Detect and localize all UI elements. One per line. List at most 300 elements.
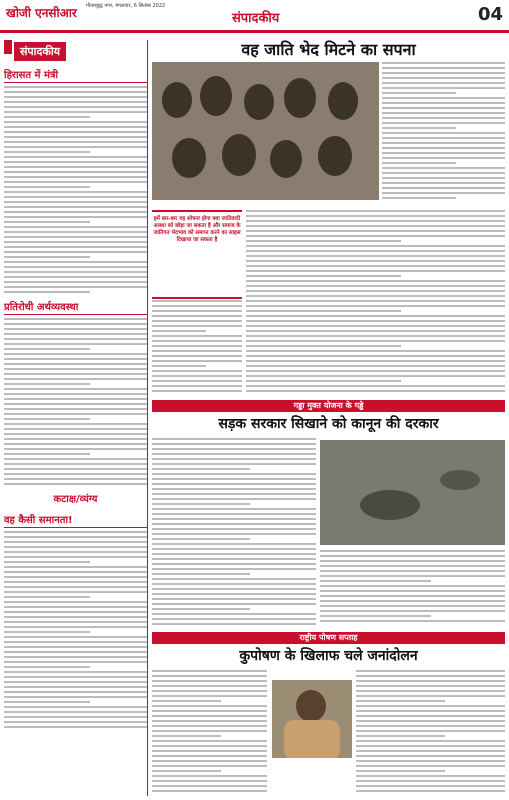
text-line [4,206,147,208]
text-line [4,368,147,370]
page-number: 04 [477,4,503,25]
text-line [4,121,147,123]
text-line [382,67,505,69]
text-line [382,197,456,199]
text-line [152,553,316,555]
text-line [152,315,242,317]
text-line [246,335,505,337]
text-line [4,373,147,375]
text-line [152,785,267,787]
text-line [246,365,505,367]
text-line [246,345,401,347]
section-title: संपादकीय [232,11,280,26]
column-tag: कटाक्ष/व्यंग्य [53,494,98,505]
text-line [152,770,221,772]
text-line [4,186,90,188]
text-line [152,523,316,525]
text-line [382,117,505,119]
text-line [356,755,505,757]
text-line [4,156,147,158]
text-line [152,375,242,377]
text-line [4,626,147,628]
pull-quote-text: हमें बार-बार यह सोचना होगा क्या जातिवादी आस्था को छोड़ा जा सकता है और समाज के जातिगत भेदभाव को समाप्त करने का साहस दिखाया जा सकता है [153,216,241,243]
text-line [320,590,505,592]
text-line [4,691,147,693]
text-line [4,716,147,718]
text-line [4,443,147,445]
text-line [4,383,90,385]
text-line [152,370,242,372]
text-line [4,478,147,480]
text-line [152,340,242,342]
text-line [356,780,505,782]
text-line [382,177,505,179]
text-line [382,77,505,79]
text-line [152,563,316,565]
text-line [4,211,147,213]
text-line [152,775,267,777]
text-line [356,670,505,672]
text-line [4,661,147,663]
text-line [320,620,505,622]
story2-body-right [320,550,505,628]
text-line [4,181,147,183]
newspaper-logo: खोजी एनसीआर [6,6,77,20]
text-line [4,201,147,203]
text-line [152,360,242,362]
text-line [152,623,316,625]
text-line [356,690,505,692]
text-line [152,745,267,747]
text-line [4,418,90,420]
text-line [246,230,505,232]
text-line [152,488,316,490]
text-line [4,433,147,435]
text-line [382,122,505,124]
text-line [4,676,147,678]
text-line [152,300,242,302]
text-line [356,685,505,687]
text-line [4,611,147,613]
text-line [152,568,316,570]
text-line [382,107,505,109]
text-line [246,235,505,237]
text-line [246,240,401,242]
text-line [246,245,505,247]
text-line [152,685,267,687]
text-line [152,755,267,757]
leaders-photo [152,62,379,200]
text-line [320,615,431,617]
text-line [4,353,147,355]
text-line [4,281,147,283]
column-body [4,531,147,728]
dateline: गौतमबुद्ध नगर, मंगलवार, 6 सितंबर 2022 [86,3,166,9]
text-line [4,666,90,668]
text-line [152,543,316,545]
text-line [152,725,267,727]
text-line [246,220,505,222]
text-line [4,711,147,713]
text-line [382,162,456,164]
text-line [356,735,445,737]
text-line [246,295,505,297]
text-line [4,101,147,103]
text-line [152,508,316,510]
text-line [152,380,242,382]
text-line [152,355,242,357]
text-line [4,261,147,263]
text-line [152,310,242,312]
text-line [152,305,242,307]
text-line [246,215,505,217]
text-line [4,116,90,118]
text-line [320,570,505,572]
text-line [4,111,147,113]
text-line [152,608,250,610]
text-line [152,578,316,580]
text-line [4,151,90,153]
text-line [4,96,147,98]
text-line [152,463,316,465]
text-line [4,231,147,233]
text-line [246,370,505,372]
text-line [152,750,267,752]
text-line [152,618,316,620]
economy-body [4,318,147,485]
text-line [4,621,147,623]
text-line [382,167,505,169]
text-line [4,448,147,450]
text-line [4,141,147,143]
text-line [152,780,267,782]
text-line [320,555,505,557]
text-line [152,468,250,470]
text-line [246,375,505,377]
text-line [356,775,505,777]
text-line [382,132,505,134]
text-line [320,585,505,587]
text-line [246,275,401,277]
text-line [152,680,267,682]
text-line [382,87,505,89]
text-line [382,102,505,104]
text-line [4,438,147,440]
text-line [4,696,147,698]
text-line [4,131,147,133]
text-line [4,463,147,465]
text-line [4,171,147,173]
text-line [320,605,505,607]
text-line [4,473,147,475]
story3-band: राष्ट्रीय पोषण सप्ताह [152,632,505,644]
text-line [4,571,147,573]
text-line [4,566,147,568]
text-line [246,250,505,252]
text-line [152,690,267,692]
text-line [152,558,316,560]
tag-marker-icon [4,40,12,54]
story2-band: गड्ढा मुक्त योजना के गड्ढे [152,400,505,412]
text-line [152,573,250,575]
text-line [4,686,147,688]
text-line [246,310,401,312]
text-line [152,730,267,732]
text-line [4,581,147,583]
text-line [246,315,505,317]
text-line [246,390,505,392]
text-line [4,251,147,253]
text-line [356,725,505,727]
subhead-economy: प्रतिरोधी अर्थव्यवस्था [4,299,147,315]
text-line [356,765,505,767]
left-column [4,40,148,796]
text-line [4,378,147,380]
story3-body [152,670,267,796]
text-line [152,735,221,737]
text-line [152,498,316,500]
text-line [382,62,505,64]
text-line [4,363,147,365]
text-line [4,646,147,648]
text-line [382,192,505,194]
masthead [0,0,509,33]
text-line [382,142,505,144]
text-line [152,443,316,445]
text-line [382,182,505,184]
text-line [4,246,147,248]
text-line [4,221,90,223]
text-line [4,616,147,618]
editorial-body [4,86,147,293]
text-line [152,548,316,550]
text-line [4,343,147,345]
text-line [382,72,505,74]
text-line [152,320,242,322]
text-line [246,260,505,262]
text-line [4,191,147,193]
text-line [356,760,505,762]
text-line [152,473,316,475]
text-line [320,575,505,577]
text-line [4,468,147,470]
text-line [4,161,147,163]
text-line [4,348,90,350]
text-line [4,531,147,533]
text-line [246,355,505,357]
editorial-tag: संपादकीय [14,42,66,61]
text-line [356,730,505,732]
text-line [382,82,505,84]
text-line [4,651,147,653]
text-line [246,280,505,282]
text-line [152,598,316,600]
text-line [320,610,505,612]
text-line [152,513,316,515]
text-line [4,146,147,148]
text-line [4,636,147,638]
child-nutrition-photo [272,680,352,758]
text-line [4,241,147,243]
text-line [246,285,505,287]
text-line [152,518,316,520]
text-line [4,458,147,460]
text-line [4,671,147,673]
text-line [4,196,147,198]
text-line [152,613,316,615]
text-line [152,533,316,535]
text-line [152,345,242,347]
text-line [246,350,505,352]
text-line [356,740,505,742]
text-line [4,256,90,258]
text-line [4,656,147,658]
text-line [320,560,505,562]
text-line [4,266,147,268]
text-line [246,320,505,322]
text-line [152,385,242,387]
pull-quote [152,210,242,299]
editorial-headline: हिरासत में मंत्री [4,67,147,83]
text-line [4,681,147,683]
text-line [356,695,505,697]
text-line [4,126,147,128]
text-line [320,565,505,567]
text-line [246,380,401,382]
text-line [356,700,445,702]
text-line [152,448,316,450]
text-line [4,483,147,485]
text-line [4,408,147,410]
text-line [4,271,147,273]
text-line [4,536,147,538]
text-line [152,760,267,762]
text-line [4,596,90,598]
text-line [382,97,505,99]
text-line [152,670,267,672]
text-line [4,721,147,723]
story2-body [152,438,316,628]
text-line [152,603,316,605]
text-line [320,580,431,582]
text-line [356,750,505,752]
text-line [152,350,242,352]
text-line [4,423,147,425]
text-line [152,593,316,595]
text-line [4,556,147,558]
text-line [320,600,505,602]
text-line [356,785,505,787]
text-line [356,770,445,772]
text-line [4,323,147,325]
text-line [382,187,505,189]
text-line [246,265,505,267]
text-line [4,606,147,608]
text-line [4,358,147,360]
text-line [152,583,316,585]
text-line [246,225,505,227]
main-body-bottom [152,300,242,396]
text-line [4,86,147,88]
column-headline: वह कैसी समानता! [4,512,147,528]
text-line [4,601,147,603]
text-line [246,340,505,342]
text-line [152,538,250,540]
story3-headline: कुपोषण के खिलाफ चले जनांदोलन [239,648,418,664]
text-line [4,291,90,293]
text-line [320,595,505,597]
text-line [4,413,147,415]
text-line [246,325,505,327]
text-line [152,705,267,707]
text-line [4,91,147,93]
text-line [4,236,147,238]
text-line [152,438,316,440]
text-line [356,745,505,747]
text-line [4,333,147,335]
text-line [356,710,505,712]
main-headline: वह जाति भेद मिटने का सपना [241,40,416,59]
text-line [4,453,90,455]
text-line [152,710,267,712]
text-line [246,385,505,387]
text-line [246,270,505,272]
text-line [382,127,456,129]
text-line [4,701,90,703]
text-line [356,790,505,792]
text-line [152,335,242,337]
text-line [382,112,505,114]
text-line [356,720,505,722]
text-line [4,338,147,340]
text-line [4,561,90,563]
text-line [152,588,316,590]
text-line [4,226,147,228]
text-line [152,675,267,677]
text-line [152,695,267,697]
text-line [4,428,147,430]
text-line [4,136,147,138]
text-line [152,503,250,505]
text-line [246,305,505,307]
text-line [4,393,147,395]
text-line [152,765,267,767]
text-line [4,591,147,593]
text-line [152,365,206,367]
text-line [4,551,147,553]
text-line [4,286,147,288]
story3-body-right [356,670,505,796]
text-line [382,137,505,139]
text-line [152,330,206,332]
text-line [246,290,505,292]
story2-headline: सड़क सरकार सिखाने को कानून की दरकार [218,416,439,432]
text-line [4,726,147,728]
text-line [152,390,242,392]
text-line [246,210,505,212]
text-line [356,705,505,707]
text-line [4,631,90,633]
text-line [4,318,147,320]
main-story [152,38,505,60]
text-line [4,576,147,578]
text-line [152,325,242,327]
text-line [4,546,147,548]
text-line [4,388,147,390]
text-line [356,675,505,677]
text-line [4,216,147,218]
text-line [382,147,505,149]
